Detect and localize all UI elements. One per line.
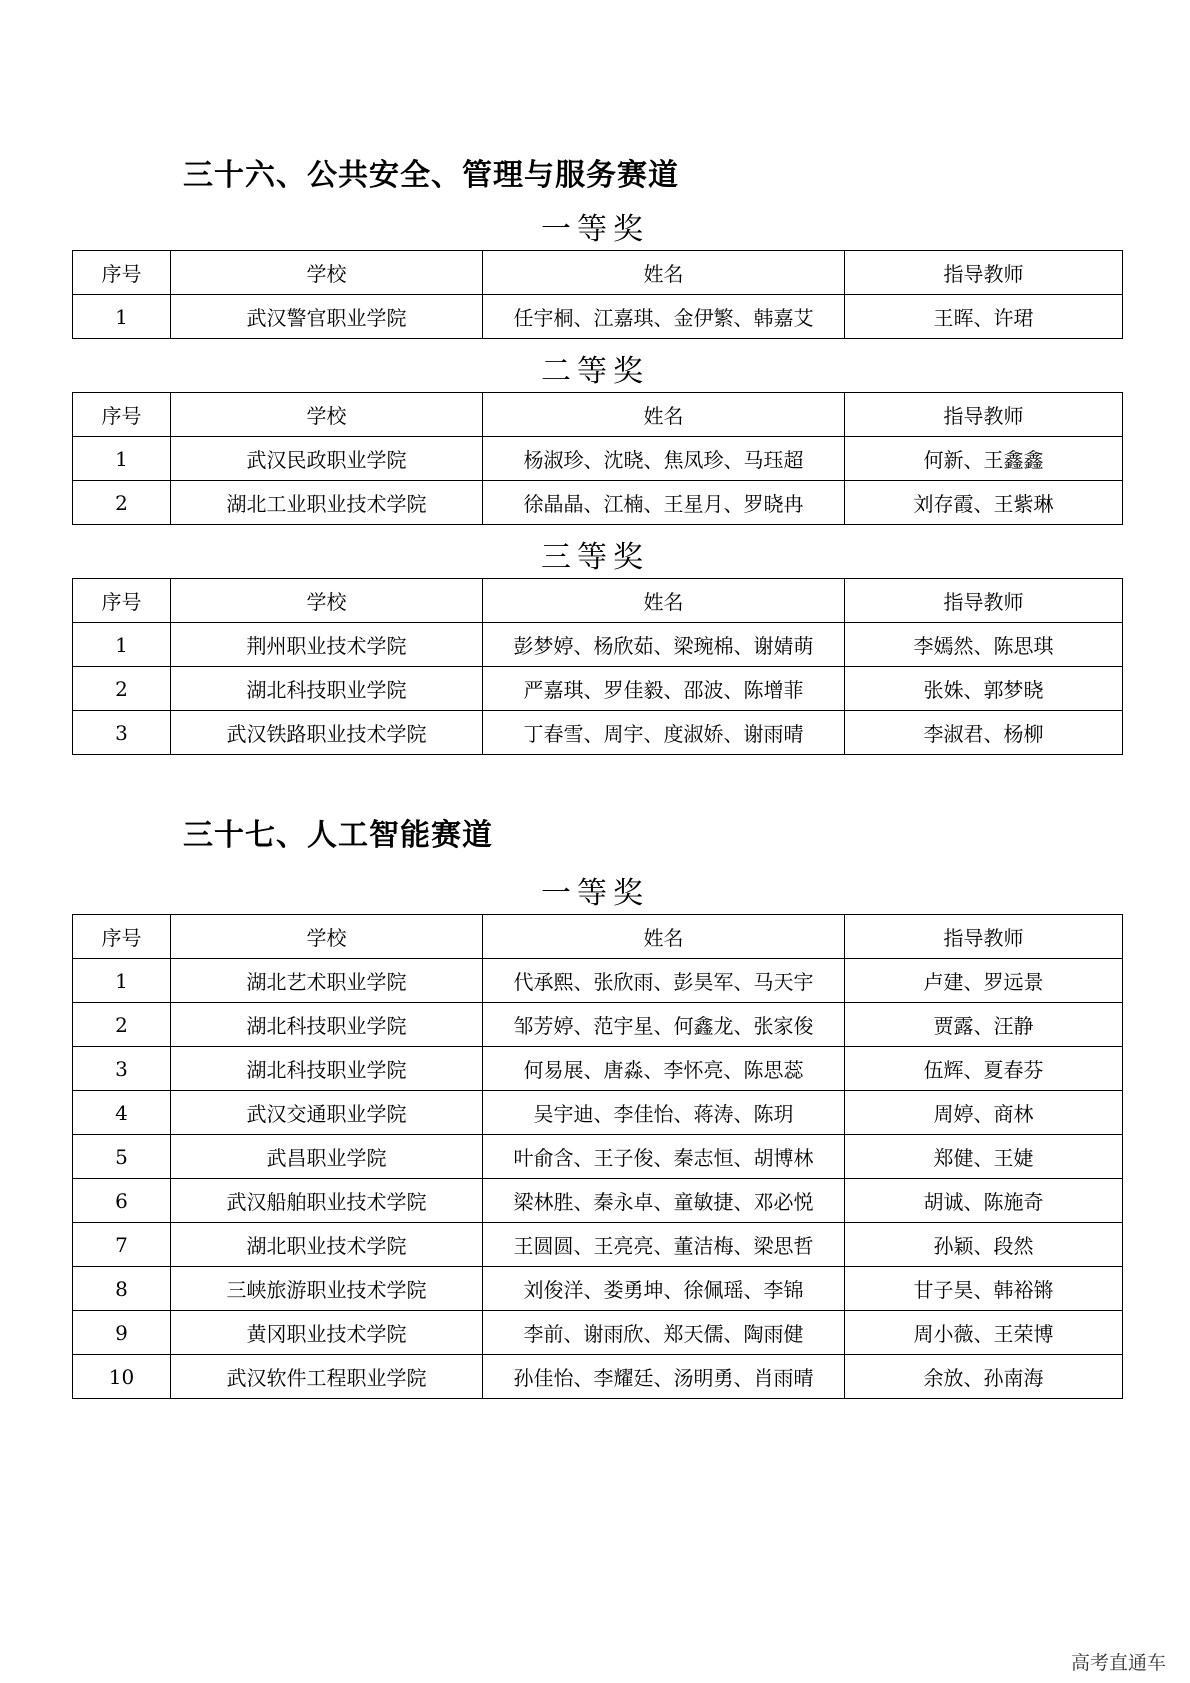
col-header-school: 学校 (171, 393, 483, 437)
cell-names: 杨淑珍、沈晓、焦凤珍、马珏超 (483, 437, 845, 481)
cell-names: 代承熙、张欣雨、彭昊军、马天宇 (483, 959, 845, 1003)
s36-first-prize-table (72, 250, 1123, 339)
table-row (73, 1091, 1123, 1135)
table-header-row (73, 251, 1123, 295)
col-header-names: 姓名 (483, 251, 845, 295)
cell-teachers: 卢建、罗远景 (845, 959, 1123, 1003)
cell-teachers: 余放、孙南海 (845, 1355, 1123, 1399)
cell-names: 任宇桐、江嘉琪、金伊繁、韩嘉艾 (483, 295, 845, 339)
col-header-names: 姓名 (483, 579, 845, 623)
cell-no: 9 (73, 1311, 171, 1355)
cell-teachers: 甘子昊、韩裕锵 (845, 1267, 1123, 1311)
col-header-teachers: 指导教师 (845, 251, 1123, 295)
cell-names: 孙佳怡、李耀廷、汤明勇、肖雨晴 (483, 1355, 845, 1399)
cell-no: 2 (73, 481, 171, 525)
s37-first-prize-heading: 一等奖 (541, 876, 649, 911)
col-header-names: 姓名 (483, 393, 845, 437)
cell-no: 3 (73, 1047, 171, 1091)
col-header-names: 姓名 (483, 915, 845, 959)
s36-third-prize-heading: 三等奖 (541, 540, 649, 575)
cell-names: 丁春雪、周宇、度淑娇、谢雨晴 (483, 711, 845, 755)
cell-no: 4 (73, 1091, 171, 1135)
cell-teachers: 伍辉、夏春芬 (845, 1047, 1123, 1091)
cell-school: 武汉软件工程职业学院 (171, 1355, 483, 1399)
cell-no: 2 (73, 667, 171, 711)
s36-third-prize-table (72, 578, 1123, 755)
cell-school: 三峡旅游职业技术学院 (171, 1267, 483, 1311)
cell-teachers: 周婷、商林 (845, 1091, 1123, 1135)
col-header-teachers: 指导教师 (845, 393, 1123, 437)
table-header-row (73, 393, 1123, 437)
table-row (73, 1311, 1123, 1355)
cell-teachers: 李淑君、杨柳 (845, 711, 1123, 755)
col-header-no: 序号 (73, 915, 171, 959)
cell-names: 邹芳婷、范宇星、何鑫龙、张家俊 (483, 1003, 845, 1047)
cell-no: 3 (73, 711, 171, 755)
cell-teachers: 周小薇、王荣博 (845, 1311, 1123, 1355)
s36-second-prize-table (72, 392, 1123, 525)
cell-no: 1 (73, 437, 171, 481)
table-header-row (73, 915, 1123, 959)
col-header-no: 序号 (73, 393, 171, 437)
cell-teachers: 孙颖、段然 (845, 1223, 1123, 1267)
cell-school: 湖北职业技术学院 (171, 1223, 483, 1267)
table-row (73, 959, 1123, 1003)
cell-school: 湖北工业职业技术学院 (171, 481, 483, 525)
table-row (73, 1135, 1123, 1179)
cell-school: 黄冈职业技术学院 (171, 1311, 483, 1355)
cell-no: 1 (73, 623, 171, 667)
cell-no: 8 (73, 1267, 171, 1311)
cell-no: 1 (73, 959, 171, 1003)
cell-school: 湖北艺术职业学院 (171, 959, 483, 1003)
cell-no: 7 (73, 1223, 171, 1267)
cell-names: 王圆圆、王亮亮、董洁梅、梁思哲 (483, 1223, 845, 1267)
cell-no: 1 (73, 295, 171, 339)
cell-school: 湖北科技职业学院 (171, 1003, 483, 1047)
cell-no: 5 (73, 1135, 171, 1179)
cell-teachers: 胡诚、陈施奇 (845, 1179, 1123, 1223)
s37-first-prize-table (72, 914, 1123, 1399)
cell-teachers: 刘存霞、王紫琳 (845, 481, 1123, 525)
cell-names: 彭梦婷、杨欣茹、梁琬棉、谢婧萌 (483, 623, 845, 667)
table-row (73, 1223, 1123, 1267)
table-header-row (73, 579, 1123, 623)
table-row (73, 1047, 1123, 1091)
cell-school: 湖北科技职业学院 (171, 1047, 483, 1091)
col-header-school: 学校 (171, 251, 483, 295)
cell-teachers: 贾露、汪静 (845, 1003, 1123, 1047)
cell-names: 叶俞含、王子俊、秦志恒、胡博林 (483, 1135, 845, 1179)
s36-first-prize-heading: 一等奖 (541, 212, 649, 247)
cell-names: 严嘉琪、罗佳毅、邵波、陈增菲 (483, 667, 845, 711)
watermark-text: 高考直通车 (1070, 1652, 1166, 1674)
cell-teachers: 李嫣然、陈思琪 (845, 623, 1123, 667)
cell-teachers: 郑健、王婕 (845, 1135, 1123, 1179)
cell-school: 武汉警官职业学院 (171, 295, 483, 339)
table-row (73, 437, 1123, 481)
cell-teachers: 王晖、许珺 (845, 295, 1123, 339)
cell-school: 武昌职业学院 (171, 1135, 483, 1179)
cell-names: 李前、谢雨欣、郑天儒、陶雨健 (483, 1311, 845, 1355)
cell-school: 荆州职业技术学院 (171, 623, 483, 667)
table-row (73, 481, 1123, 525)
table-row (73, 623, 1123, 667)
cell-names: 何易展、唐淼、李怀亮、陈思蕊 (483, 1047, 845, 1091)
table-row (73, 1179, 1123, 1223)
cell-school: 武汉民政职业学院 (171, 437, 483, 481)
col-header-no: 序号 (73, 251, 171, 295)
section-36-title: 三十六、公共安全、管理与服务赛道 (183, 158, 679, 193)
cell-names: 刘俊洋、娄勇坤、徐佩瑶、李锦 (483, 1267, 845, 1311)
table-row (73, 711, 1123, 755)
table-row (73, 1267, 1123, 1311)
table-row (73, 295, 1123, 339)
table-row (73, 1003, 1123, 1047)
col-header-teachers: 指导教师 (845, 915, 1123, 959)
table-row (73, 667, 1123, 711)
col-header-school: 学校 (171, 915, 483, 959)
cell-teachers: 何新、王鑫鑫 (845, 437, 1123, 481)
cell-names: 梁林胜、秦永卓、童敏捷、邓必悦 (483, 1179, 845, 1223)
s36-second-prize-heading: 二等奖 (541, 354, 649, 389)
cell-names: 徐晶晶、江楠、王星月、罗晓冉 (483, 481, 845, 525)
col-header-school: 学校 (171, 579, 483, 623)
cell-school: 湖北科技职业学院 (171, 667, 483, 711)
cell-school: 武汉铁路职业技术学院 (171, 711, 483, 755)
cell-school: 武汉船舶职业技术学院 (171, 1179, 483, 1223)
col-header-no: 序号 (73, 579, 171, 623)
table-row (73, 1355, 1123, 1399)
cell-names: 吴宇迪、李佳怡、蒋涛、陈玥 (483, 1091, 845, 1135)
cell-teachers: 张姝、郭梦晓 (845, 667, 1123, 711)
section-37-title: 三十七、人工智能赛道 (183, 818, 493, 853)
cell-no: 10 (73, 1355, 171, 1399)
col-header-teachers: 指导教师 (845, 579, 1123, 623)
cell-no: 2 (73, 1003, 171, 1047)
cell-school: 武汉交通职业学院 (171, 1091, 483, 1135)
cell-no: 6 (73, 1179, 171, 1223)
